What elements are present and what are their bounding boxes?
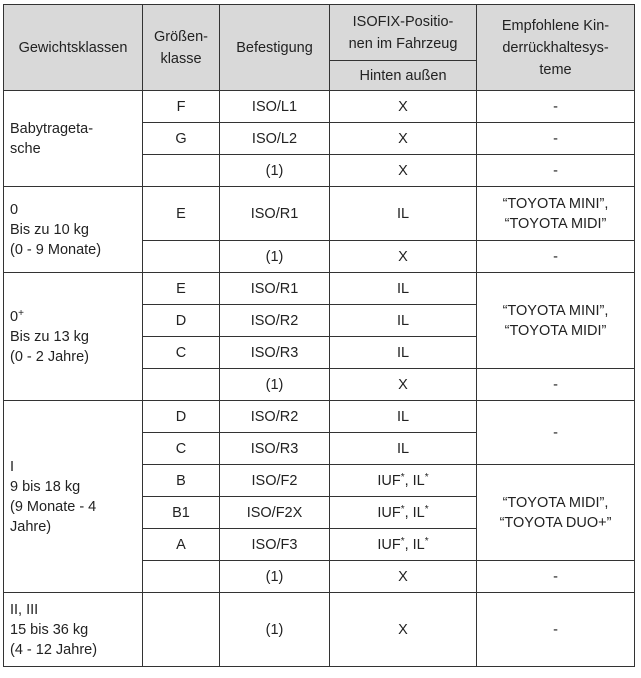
position-cell [330,497,477,529]
mount-cell: ISO/R2 [220,401,330,433]
footnote-star: * [400,503,405,515]
header-isofix-positions: ISOFIX-Positio- nen im Fahrzeug [330,5,477,61]
position-cell: IL [330,273,477,305]
position-cell: X [330,369,477,401]
mount-cell: ISO/F2X [220,497,330,529]
position-cell [330,465,477,497]
weight-class-cell: I 9 bis 18 kg (9 Monate - 4 Jahre) [4,401,143,593]
position-cell [330,529,477,561]
recommended-cell: - [477,401,635,465]
mount-cell: ISO/L1 [220,91,330,123]
mount-cell: ISO/R1 [220,273,330,305]
position-cell: X [330,123,477,155]
isofix-table-container [3,4,635,667]
mount-cell: (1) [220,593,330,667]
isofix-table [3,4,635,667]
size-cell: B [143,465,220,497]
weight-class-cell: II, III 15 bis 36 kg (4 - 12 Jahre) [4,593,143,667]
size-cell: D [143,305,220,337]
weight-class-cell: Babytrageta- sche [4,91,143,187]
position-cell: X [330,155,477,187]
position-cell: IL [330,187,477,241]
size-cell [143,241,220,273]
footnote-star: * [424,471,429,483]
recommended-cell: “TOYOTA MINI”, “TOYOTA MIDI” [477,187,635,241]
mount-cell: ISO/R2 [220,305,330,337]
recommended-cell: - [477,91,635,123]
size-cell: E [143,187,220,241]
recommended-cell: “TOYOTA MIDI”, “TOYOTA DUO+” [477,465,635,561]
mount-cell: (1) [220,241,330,273]
mount-cell: ISO/R1 [220,187,330,241]
size-cell: A [143,529,220,561]
weight-class-plus: + [18,307,24,319]
size-cell [143,593,220,667]
footnote-star: * [400,471,405,483]
size-cell: C [143,337,220,369]
recommended-cell: - [477,561,635,593]
mount-cell: ISO/R3 [220,337,330,369]
position-cell: X [330,561,477,593]
position-cell: IL [330,305,477,337]
recommended-cell: “TOYOTA MINI”, “TOYOTA MIDI” [477,273,635,369]
recommended-cell: - [477,369,635,401]
mount-cell: (1) [220,561,330,593]
mount-cell: ISO/F3 [220,529,330,561]
mount-cell: (1) [220,369,330,401]
mount-cell: ISO/F2 [220,465,330,497]
position-cell: X [330,241,477,273]
mount-cell: (1) [220,155,330,187]
position-il: , IL [404,472,425,489]
recommended-cell: - [477,593,635,667]
size-cell [143,369,220,401]
footnote-star: * [424,535,429,547]
position-iuf: IUF [377,504,401,521]
recommended-cell: - [477,155,635,187]
footnote-star: * [400,535,405,547]
weight-class-detail: Bis zu 13 kg (0 - 2 Jahre) [10,328,89,365]
header-size-class: Größen- klasse [143,5,220,91]
position-il: , IL [404,536,425,553]
weight-class-main: 0 [10,308,19,325]
recommended-cell: - [477,241,635,273]
recommended-cell: - [477,123,635,155]
header-weight-class: Gewichtsklassen [4,5,143,91]
header-mounting: Befestigung [220,5,330,91]
header-recommended: Empfohlene Kin- derrückhaltesys- teme [477,5,635,91]
mount-cell: ISO/L2 [220,123,330,155]
mount-cell: ISO/R3 [220,433,330,465]
size-cell: D [143,401,220,433]
header-rear-outer: Hinten außen [330,61,477,91]
position-cell: X [330,593,477,667]
size-cell: C [143,433,220,465]
position-il: , IL [404,504,425,521]
position-cell: IL [330,337,477,369]
size-cell [143,155,220,187]
position-cell: IL [330,401,477,433]
weight-class-cell [4,273,143,401]
size-cell: F [143,91,220,123]
position-cell: IL [330,433,477,465]
footnote-star: * [424,503,429,515]
position-iuf: IUF [377,536,401,553]
size-cell [143,561,220,593]
position-iuf: IUF [377,472,401,489]
position-cell: X [330,91,477,123]
weight-class-cell: 0 Bis zu 10 kg (0 - 9 Monate) [4,187,143,273]
size-cell: E [143,273,220,305]
size-cell: B1 [143,497,220,529]
size-cell: G [143,123,220,155]
